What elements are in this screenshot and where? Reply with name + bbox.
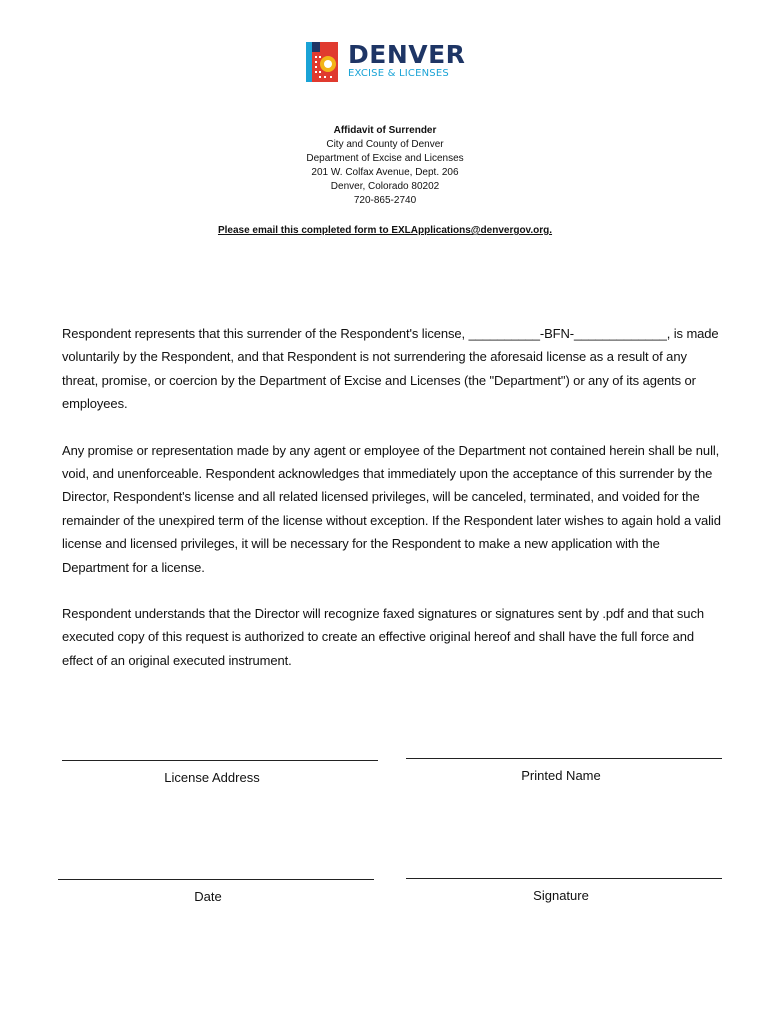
logo-subtitle: EXCISE & LICENSES (348, 68, 449, 79)
document-header (0, 124, 770, 238)
printed-name-line[interactable] (406, 758, 722, 759)
printed-name-label: Printed Name (521, 768, 601, 783)
logo-wordmark: DENVER (348, 40, 466, 69)
paragraph-voluntary-surrender: Respondent represents that this surrender of the Respondent's license, __________-BFN-_____________, is made voluntarily by the Respondent, and that Respondent is not surrendering the aforesaid license as a result of any threat, promise, or coercion by the Department of Excise and Licenses (the "Department") or any of its agents or employees. (62, 326, 719, 412)
header-line-department: Department of Excise and Licenses (306, 153, 464, 164)
header-line-phone: 720-865-2740 (353, 195, 417, 206)
paragraph-acknowledgement: Any promise or representation made by any agent or employee of the Department not contained herein shall be null, void, and unenforceable. Respondent acknowledges that immediately upon the acceptance of this surrender by the Director, Respondent's license and all related licensed privileges, will be canceled, terminated, and voided for the remainder of the unexpired term of the license without exception. If the Respondent later wishes to again hold a valid license and licensed privileges, it will be necessary for the Respondent to make a new application with the Department for a license. (62, 442, 721, 575)
license-address-label: License Address (164, 770, 260, 785)
affidavit-body (62, 322, 722, 695)
header-line-city: City and County of Denver (326, 139, 444, 150)
header-line-street: 201 W. Colfax Avenue, Dept. 206 (311, 167, 459, 178)
signature-line[interactable] (406, 878, 722, 879)
email-instruction: Please email this completed form to EXLApplications@denvergov.org. (217, 225, 553, 236)
document-title: Affidavit of Surrender (333, 125, 437, 136)
date-line[interactable] (58, 879, 374, 880)
license-address-line[interactable] (62, 760, 378, 761)
header-line-city-state-zip: Denver, Colorado 80202 (330, 181, 440, 192)
paragraph-faxed-signatures: Respondent understands that the Director will recognize faxed signatures or signatures sent by .pdf and that such executed copy of this request is authorized to create an effective original hereof and shall have the full force and effect of an original executed instrument. (62, 606, 704, 668)
denver-flag-icon (306, 40, 342, 84)
date-label: Date (194, 889, 222, 904)
signature-label: Signature (533, 888, 589, 903)
denver-logo (306, 40, 466, 84)
